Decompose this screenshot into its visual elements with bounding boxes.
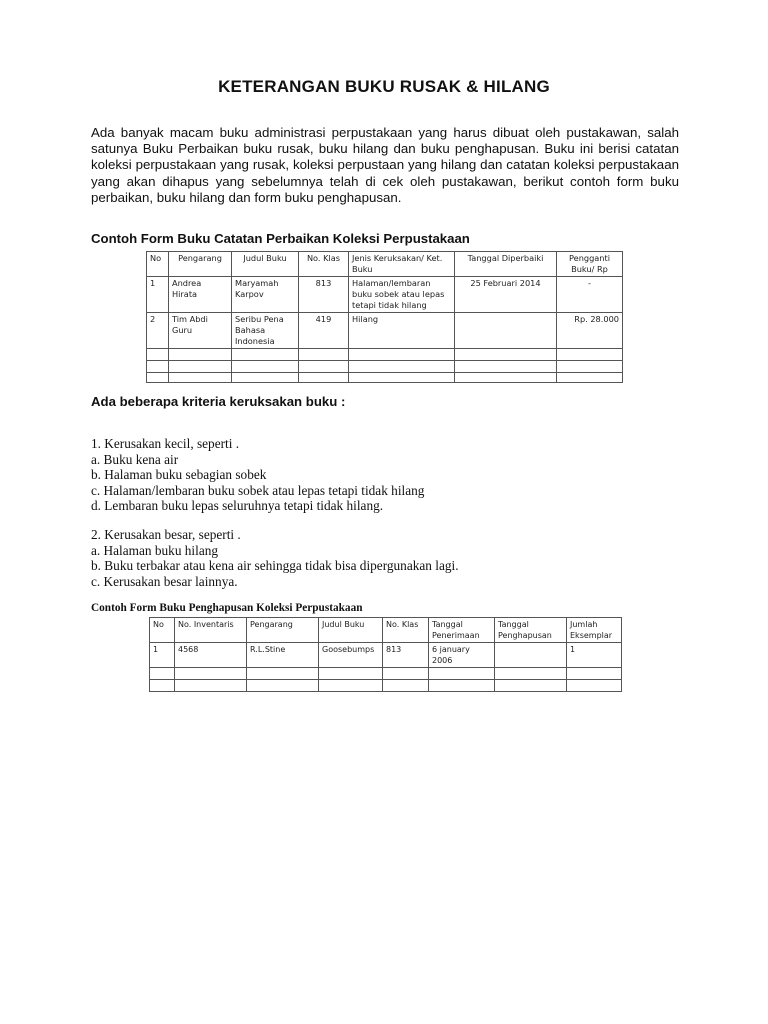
- intro-paragraph: Ada banyak macam buku administrasi perpustakaan yang harus dibuat oleh pustakawan, salah satunya Buku Perbaikan buku rusak, buku hilang dan buku penghapusan. Buku ini berisi catatan koleksi perpustakaan yang rusak, koleksi perpustaan yang hilang dan catatan koleksi perpustakaan yang akan dihapus yang sebelumnya telah di cek oleh pustakawan, berikut contoh form buku perbaikan, buku hilang dan form buku penghapusan.: [91, 125, 679, 205]
- table-row-empty: [147, 373, 623, 383]
- table-row: [147, 313, 623, 349]
- table-row-empty: [150, 680, 622, 692]
- table-cell: Rp. 28.000: [557, 313, 623, 349]
- page-title: KETERANGAN BUKU RUSAK & HILANG: [218, 77, 550, 96]
- repair-form-table: [146, 251, 623, 383]
- table-cell: 4568: [175, 643, 247, 668]
- col-header: No: [147, 252, 169, 277]
- table-cell: 2: [147, 313, 169, 349]
- table-cell: 813: [299, 277, 349, 313]
- table-cell: 25 Februari 2014: [455, 277, 557, 313]
- col-header: Tanggal Penerimaan: [429, 618, 495, 643]
- col-header: No: [150, 618, 175, 643]
- list-item: 1. Kerusakan kecil, seperti .: [91, 436, 240, 451]
- col-header: Tanggal Penghapusan: [495, 618, 567, 643]
- table-row: [147, 277, 623, 313]
- table-cell: Tim Abdi Guru: [169, 313, 232, 349]
- table-header-row: [147, 252, 623, 277]
- table-cell: 1: [567, 643, 622, 668]
- form1-heading: Contoh Form Buku Catatan Perbaikan Koleksi Perpustakaan: [91, 231, 470, 246]
- table-header-row: [150, 618, 622, 643]
- list-item: a. Halaman buku hilang: [91, 542, 219, 558]
- table-cell: R.L.Stine: [247, 643, 319, 668]
- table-cell: Maryamah Karpov: [232, 277, 299, 313]
- table-cell: -: [557, 277, 623, 313]
- col-header: No. Klas: [383, 618, 429, 643]
- col-header: Pengarang: [169, 252, 232, 277]
- col-header: No. Klas: [299, 252, 349, 277]
- deletion-form-table: [149, 617, 622, 692]
- table-cell: 6 january 2006: [429, 643, 495, 668]
- table-cell: Seribu Pena Bahasa Indonesia: [232, 313, 299, 349]
- table-cell: [455, 313, 557, 349]
- col-header: Judul Buku: [319, 618, 383, 643]
- table-row: [150, 643, 622, 668]
- col-header: Pengarang: [247, 618, 319, 643]
- list-item: 2. Kerusakan besar, seperti .: [91, 527, 241, 542]
- table-cell: Andrea Hirata: [169, 277, 232, 313]
- col-header: Judul Buku: [232, 252, 299, 277]
- table-cell: 1: [147, 277, 169, 313]
- table-row-empty: [150, 668, 622, 680]
- table-row-empty: [147, 361, 623, 373]
- col-header: Pengganti Buku/ Rp: [557, 252, 623, 277]
- col-header: Jumlah Eksemplar: [567, 618, 622, 643]
- col-header: No. Inventaris: [175, 618, 247, 643]
- table-cell: 419: [299, 313, 349, 349]
- criteria-list-minor: [91, 436, 424, 514]
- table-cell: 813: [383, 643, 429, 668]
- table-row-empty: [147, 349, 623, 361]
- form2-heading: Contoh Form Buku Penghapusan Koleksi Perpustakaan: [91, 602, 363, 614]
- table-cell: Goosebumps: [319, 643, 383, 668]
- table-cell: [495, 643, 567, 668]
- table-cell: Hilang: [349, 313, 455, 349]
- list-item: b. Buku terbakar atau kena air sehingga tidak bisa dipergunakan lagi.: [91, 558, 459, 574]
- table-cell: 1: [150, 643, 175, 668]
- list-item: c. Kerusakan besar lainnya.: [91, 573, 238, 589]
- criteria-list-major: [91, 527, 459, 589]
- criteria-heading: Ada beberapa kriteria keruksakan buku :: [91, 394, 346, 409]
- list-item: a. Buku kena air: [91, 451, 179, 467]
- list-item: c. Halaman/lembaran buku sobek atau lepas tetapi tidak hilang: [91, 482, 425, 498]
- list-item: b. Halaman buku sebagian sobek: [91, 467, 267, 483]
- table-cell: Halaman/lembaran buku sobek atau lepas tetapi tidak hilang: [349, 277, 455, 313]
- col-header: Jenis Keruksakan/ Ket. Buku: [349, 252, 455, 277]
- list-item: d. Lembaran buku lepas seluruhnya tetapi tidak hilang.: [91, 498, 384, 514]
- col-header: Tanggal Diperbaiki: [455, 252, 557, 277]
